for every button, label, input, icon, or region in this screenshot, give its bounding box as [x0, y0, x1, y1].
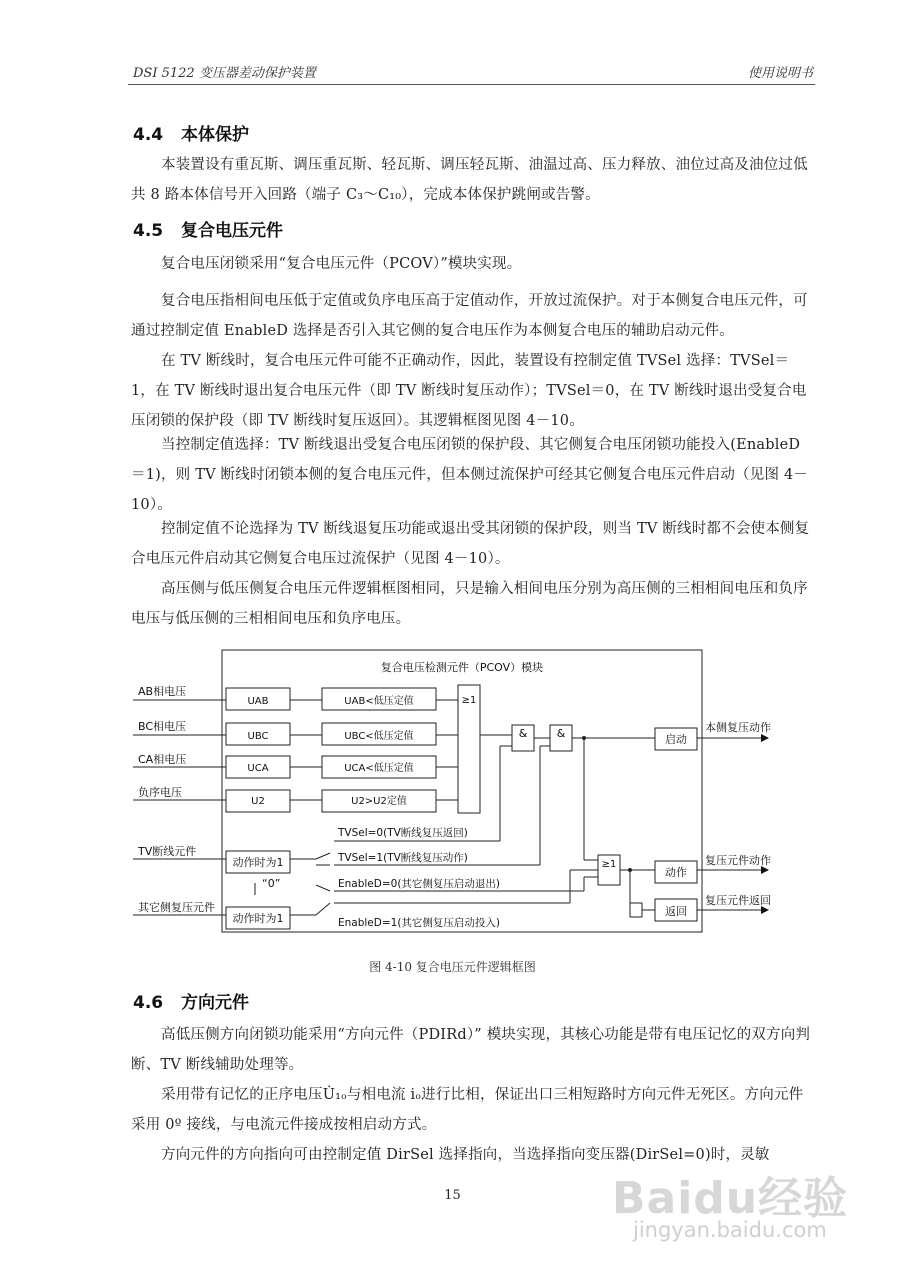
tvsel1-label: TVSel=1(TV断线复压动作): [338, 852, 468, 864]
output-label: 复压元件返回: [705, 894, 771, 907]
section-title: 方向元件: [181, 993, 249, 1013]
watermark-url: jingyan.baidu.com: [633, 1218, 827, 1242]
paragraph: 控制定值不论选择为 TV 断线退复压功能或退出受其闭锁的保护段，则当 TV 断线时都不会使本侧复合电压元件启动其它侧复合电压过流保护（见图 4－10）。: [131, 521, 810, 567]
paragraph: 复合电压指相间电压低于定值或负序电压高于定值动作，开放过流保护。对于本侧复合电压元件，可通过控制定值 EnableD 选择是否引入其它侧的复合电压作为本侧复合电压的辅助启动元件。: [131, 293, 808, 339]
section-heading-4-6: [133, 988, 249, 1013]
output-label: 本侧复压动作: [705, 721, 771, 734]
input-label: AB相电压: [138, 685, 187, 698]
act-time-label: 动作时为1: [232, 856, 284, 869]
watermark-logo: Baidu经验: [612, 1173, 849, 1224]
paragraph: 采用带有记忆的正序电压U̇₁ₒ与相电流 iₒ进行比相，保证出口三相短路时方向元件无死区。方向元件采用 0º 接线，与电流元件接成按相启动方式。: [131, 1087, 804, 1133]
input-label: CA相电压: [138, 753, 187, 766]
vbox-label: UAB: [247, 696, 269, 707]
en0-label: EnableD=0(其它侧复压启动退出): [338, 878, 501, 890]
return-box-label: 返回: [665, 905, 687, 918]
or-gate-label: ≥1: [601, 859, 617, 870]
paragraph: 在 TV 断线时，复合电压元件可能不正确动作，因此，装置设有控制定值 TVSel 选择：TVSel＝1，在 TV 断线时退出复合电压元件（即 TV 断线时复压动作）；TVSel＝0，在 TV 断线时退出受复合电压闭锁的保护段（即 TV 断线时复压返回）。其逻辑框图见图 4－10。: [131, 353, 807, 429]
paragraph: 高低压侧方向闭锁功能采用“方向元件（PDIRd）” 模块实现，其核心功能是带有电压记忆的双方向判断、TV 断线辅助处理等。: [131, 1027, 811, 1073]
zero-label: “0”: [262, 877, 281, 890]
paragraph: 方向元件的方向指向可由控制定值 DirSel 选择指向，当选择指向变压器(DirSel=0)时，灵敏: [161, 1147, 770, 1163]
vbox-label: UCA: [247, 763, 269, 774]
section-heading-4-5: [133, 216, 283, 241]
cmp-label: U2>U2定值: [351, 796, 407, 807]
start-box-label: 启动: [665, 733, 687, 746]
section-number: 4.4: [133, 125, 164, 145]
input-label: TV断线元件: [138, 845, 197, 858]
act-box-label: 动作: [665, 866, 687, 879]
page-number: 15: [444, 1188, 461, 1203]
header-title: DSI 5122 变压器差动保护装置: [133, 66, 316, 81]
header-doc-type: 使用说明书: [747, 66, 813, 81]
section-heading-4-4: [133, 120, 249, 145]
output-label: 复压元件动作: [705, 854, 771, 867]
cmp-label: UAB<低压定值: [344, 696, 414, 707]
and-gate-label: &: [556, 727, 566, 740]
and-gate-label: &: [518, 727, 528, 740]
vbox-label: U2: [251, 796, 265, 807]
vbox-label: UBC: [247, 731, 269, 742]
logic-diagram: [0, 645, 905, 945]
cmp-label: UBC<低压定值: [344, 731, 414, 742]
act-time-label: 动作时为1: [232, 912, 284, 925]
paragraph: 本装置设有重瓦斯、调压重瓦斯、轻瓦斯、调压轻瓦斯、油温过高、压力释放、油位过高及油位过低共 8 路本体信号开入回路（端子 C₃～C₁₀），完成本体保护跳闸或告警。: [131, 157, 808, 203]
section-number: 4.5: [133, 221, 164, 241]
header-rule: [128, 84, 815, 85]
figure-caption: 图 4-10 复合电压元件逻辑框图: [369, 960, 536, 974]
tvsel0-label: TVSel=0(TV断线复压返回): [338, 827, 468, 839]
cmp-label: UCA<低压定值: [344, 763, 414, 774]
section-number: 4.6: [133, 993, 164, 1013]
en1-label: EnableD=1(其它侧复压启动投入): [338, 917, 501, 929]
input-label: BC相电压: [138, 720, 187, 733]
section-title: 本体保护: [181, 125, 249, 145]
or-gate-label: ≥1: [461, 695, 477, 706]
module-title: 复合电压检测元件（PCOV）模块: [380, 661, 544, 674]
paragraph: 高压侧与低压侧复合电压元件逻辑框图相同，只是输入相间电压分别为高压侧的三相相间电压和负序电压与低压侧的三相相间电压和负序电压。: [131, 581, 808, 627]
paragraph: 复合电压闭锁采用“复合电压元件（PCOV）”模块实现。: [161, 256, 522, 272]
input-label: 其它侧复压元件: [138, 901, 215, 914]
input-label: 负序电压: [138, 786, 182, 799]
paragraph: 当控制定值选择：TV 断线退出受复合电压闭锁的保护段、其它侧复合电压闭锁功能投入(EnableD＝1)，则 TV 断线时闭锁本侧的复合电压元件，但本侧过流保护可经其它侧复合电压元件启动（见图 4－10）。: [131, 437, 809, 513]
section-title: 复合电压元件: [181, 221, 283, 241]
